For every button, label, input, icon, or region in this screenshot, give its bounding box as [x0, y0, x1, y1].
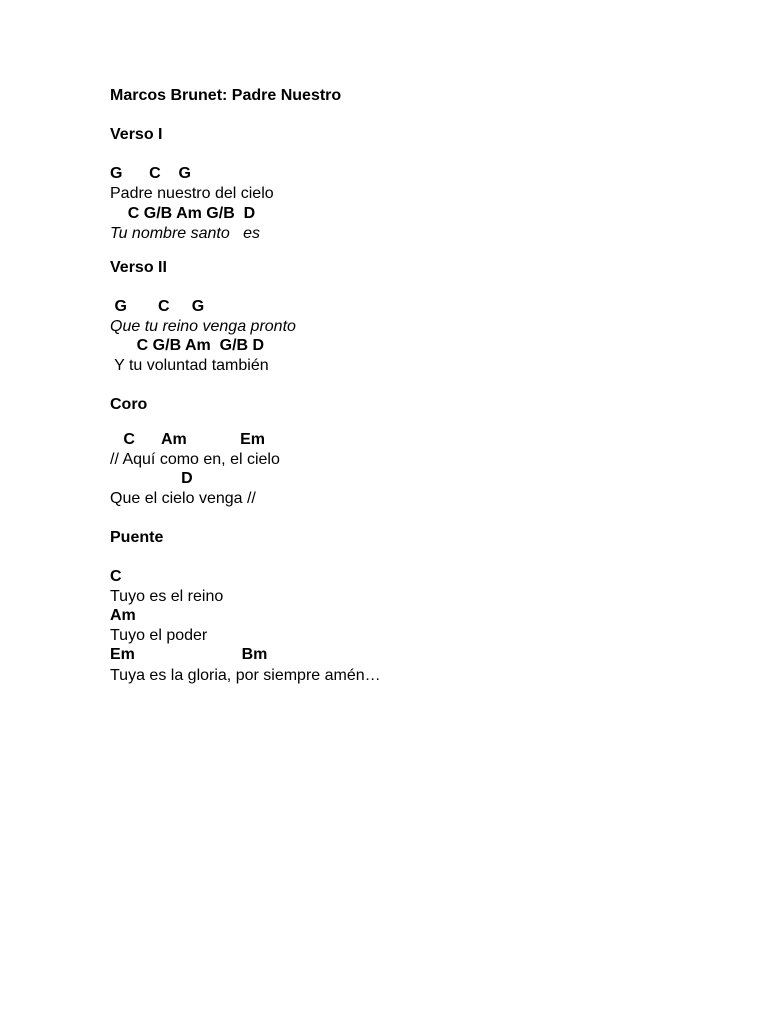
chord-line: C Am Em: [110, 431, 265, 448]
section-heading-verso-2: Verso II: [110, 259, 167, 276]
chord-line: Em Bm: [110, 646, 268, 663]
lyric-line: Padre nuestro del cielo: [110, 185, 274, 202]
lyric-line: Y tu voluntad también: [110, 357, 269, 374]
chord-line: D: [110, 470, 193, 487]
page-title: Marcos Brunet: Padre Nuestro: [110, 87, 342, 104]
chord-line: G C G: [110, 298, 205, 315]
lyric-line: Tuyo el poder: [110, 627, 208, 644]
lyric-line: Que tu reino venga pronto: [110, 318, 296, 335]
section-heading-puente: Puente: [110, 529, 164, 546]
chord-line: Am: [110, 607, 136, 624]
chord-line: C G/B Am G/B D: [110, 337, 265, 354]
lyric-line: Tuyo es el reino: [110, 588, 224, 605]
chord-line: C: [110, 568, 122, 585]
section-heading-verso-1: Verso I: [110, 126, 163, 143]
section-heading-coro: Coro: [110, 396, 148, 413]
lyric-line: // Aquí como en, el cielo: [110, 451, 280, 468]
chord-line: G C G: [110, 165, 191, 182]
lyric-line: Tuya es la gloria, por siempre amén…: [110, 667, 381, 684]
lyric-line: Tu nombre santo es: [110, 225, 260, 242]
lyric-line: Que el cielo venga //: [110, 490, 256, 507]
chord-line: C G/B Am G/B D: [110, 205, 256, 222]
